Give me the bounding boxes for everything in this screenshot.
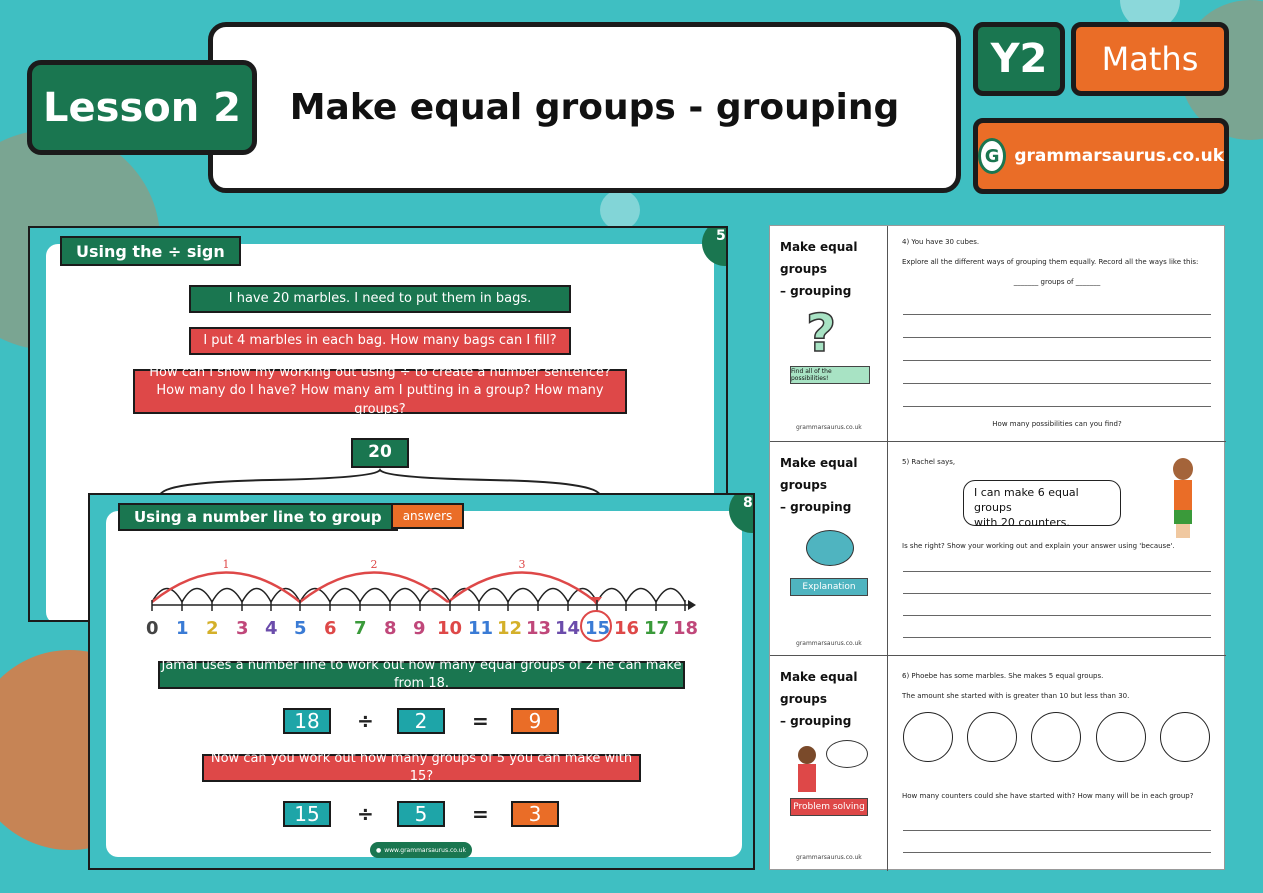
number-line (140, 545, 700, 620)
equals-sign: = (472, 709, 489, 733)
answer-template: _______ groups of _______ (1013, 278, 1101, 286)
group-circle (1160, 712, 1210, 762)
lesson-title: Make equal groups - grouping (208, 22, 961, 193)
dinosaur-logo-icon: G (978, 138, 1006, 174)
answer-line[interactable] (903, 571, 1211, 572)
number-label: 0 (146, 618, 159, 639)
group-circle (1031, 712, 1081, 762)
equation-answer: 3 (511, 801, 559, 827)
instruction-text: The amount she started with is greater than 10 but less than 30. (902, 692, 1130, 700)
question-text: 5) Rachel says, (902, 458, 956, 466)
worksheet-heading: Make equal groups – grouping (780, 240, 858, 298)
bg-decoration (600, 190, 640, 230)
worksheet-row (770, 226, 1226, 442)
number-label: 2 (206, 618, 219, 639)
highlight-circle-icon (580, 610, 612, 642)
equation-term: 18 (283, 708, 331, 734)
answer-line[interactable] (903, 406, 1211, 407)
speech-bubble-icon (806, 530, 854, 566)
worksheet-preview[interactable] (769, 225, 1225, 870)
question-text: 6) Phoebe has some marbles. She makes 5 equal groups. (902, 672, 1104, 680)
total-box: 20 (351, 438, 409, 468)
number-label: 13 (526, 618, 552, 639)
number-label: 9 (413, 618, 426, 639)
speech-bubble (963, 480, 1121, 529)
year-badge: Y2 (973, 22, 1065, 96)
worksheet-heading: Make equal groups – grouping (780, 670, 858, 728)
girl-character-icon (1169, 458, 1197, 548)
number-label: 18 (673, 618, 699, 639)
footer-url: www.grammarsaurus.co.uk (384, 846, 467, 854)
answer-line[interactable] (903, 383, 1211, 384)
slide-number: 5 (702, 226, 728, 266)
question-bar (133, 365, 627, 417)
worksheet-heading: Make equal groups – grouping (780, 456, 858, 514)
worksheet-row (770, 656, 1226, 871)
answer-line[interactable] (903, 360, 1211, 361)
statement-bar: I have 20 marbles. I need to put them in bags. (189, 285, 571, 313)
answer-line[interactable] (903, 314, 1211, 315)
answer-line[interactable] (903, 852, 1211, 853)
equation-term: 5 (397, 801, 445, 827)
answer-line[interactable] (903, 337, 1211, 338)
bottom-question: How many counters could she have started with? How many will be in each group? (902, 792, 1194, 800)
number-label: 8 (384, 618, 397, 639)
equation-term: 2 (397, 708, 445, 734)
arc-label: 1 (222, 558, 230, 571)
number-label: 12 (497, 618, 523, 639)
lesson-number-badge: Lesson 2 (27, 60, 257, 155)
worksheet-footer: grammarsaurus.co.uk (796, 854, 862, 861)
task-tag: Find all of the possibilities! (790, 366, 870, 384)
bubble-line: with 20 counters. (974, 516, 1070, 529)
task-tag: Problem solving (790, 798, 868, 816)
number-label: 3 (236, 618, 249, 639)
question-line: How many do I have? How many am I putting in a group? How many groups? (156, 383, 604, 417)
equals-sign: = (472, 802, 489, 826)
answer-line[interactable] (903, 593, 1211, 594)
arc-label: 2 (370, 558, 378, 571)
slide-title: Using the ÷ sign (60, 236, 241, 266)
dinosaur-logo-icon: ● (375, 846, 382, 854)
equation-answer: 9 (511, 708, 559, 734)
task-tag: Explanation (790, 578, 868, 596)
slide-title: Using a number line to group (118, 503, 398, 531)
question-mark-icon: ? (806, 304, 837, 364)
number-label: 10 (437, 618, 463, 639)
answers-button[interactable]: answers (391, 503, 464, 529)
answer-line[interactable] (903, 615, 1211, 616)
slide-footer (370, 842, 472, 858)
number-label: 5 (294, 618, 307, 639)
worksheet-sidebar (770, 656, 888, 871)
worksheet-footer: grammarsaurus.co.uk (796, 424, 862, 431)
thinking-boy-icon (798, 746, 818, 792)
number-label: 6 (324, 618, 337, 639)
number-label: 11 (468, 618, 494, 639)
worksheet-footer: grammarsaurus.co.uk (796, 640, 862, 647)
slide-number: 8 (729, 493, 755, 533)
bubble-line: I can make 6 equal groups (974, 486, 1079, 514)
worksheet-row (770, 442, 1226, 656)
number-label: 17 (644, 618, 670, 639)
statement-bar: I put 4 marbles in each bag. How many bags can I fill? (189, 327, 571, 355)
arc-label: 3 (518, 558, 526, 571)
number-label-circled: 15 (585, 618, 611, 639)
divide-sign: ÷ (357, 709, 374, 733)
number-label: 7 (354, 618, 367, 639)
brand-badge[interactable] (973, 118, 1229, 194)
question-line: How can I show my working out using ÷ to create a number sentence? (149, 365, 611, 381)
question-bar: Now can you work out how many groups of 5 you can make with 15? (202, 754, 641, 782)
number-label: 16 (614, 618, 640, 639)
instruction-text: Is she right? Show your working out and explain your answer using 'because'. (902, 542, 1175, 550)
brand-text: grammarsaurus.co.uk (1014, 146, 1224, 166)
worksheet-sidebar (770, 226, 888, 441)
subject-badge: Maths (1071, 22, 1229, 96)
divide-sign: ÷ (357, 802, 374, 826)
group-circle (1096, 712, 1146, 762)
group-circle (903, 712, 953, 762)
number-label: 1 (176, 618, 189, 639)
question-text: 4) You have 30 cubes. (902, 238, 980, 246)
answer-line[interactable] (903, 830, 1211, 831)
question-bar: Jamal uses a number line to work out how many equal groups of 2 he can make from 18. (158, 661, 685, 689)
instruction-text: Explore all the different ways of grouping them equally. Record all the ways like this: (902, 258, 1199, 266)
group-circle (967, 712, 1017, 762)
thought-bubble-icon (826, 740, 868, 768)
bottom-question: How many possibilities can you find? (992, 420, 1122, 428)
number-label: 14 (555, 618, 581, 639)
equation-term: 15 (283, 801, 331, 827)
worksheet-question (888, 656, 1226, 871)
number-label: 4 (265, 618, 278, 639)
worksheet-sidebar (770, 442, 888, 655)
worksheet-question (888, 226, 1226, 441)
answer-line[interactable] (903, 637, 1211, 638)
